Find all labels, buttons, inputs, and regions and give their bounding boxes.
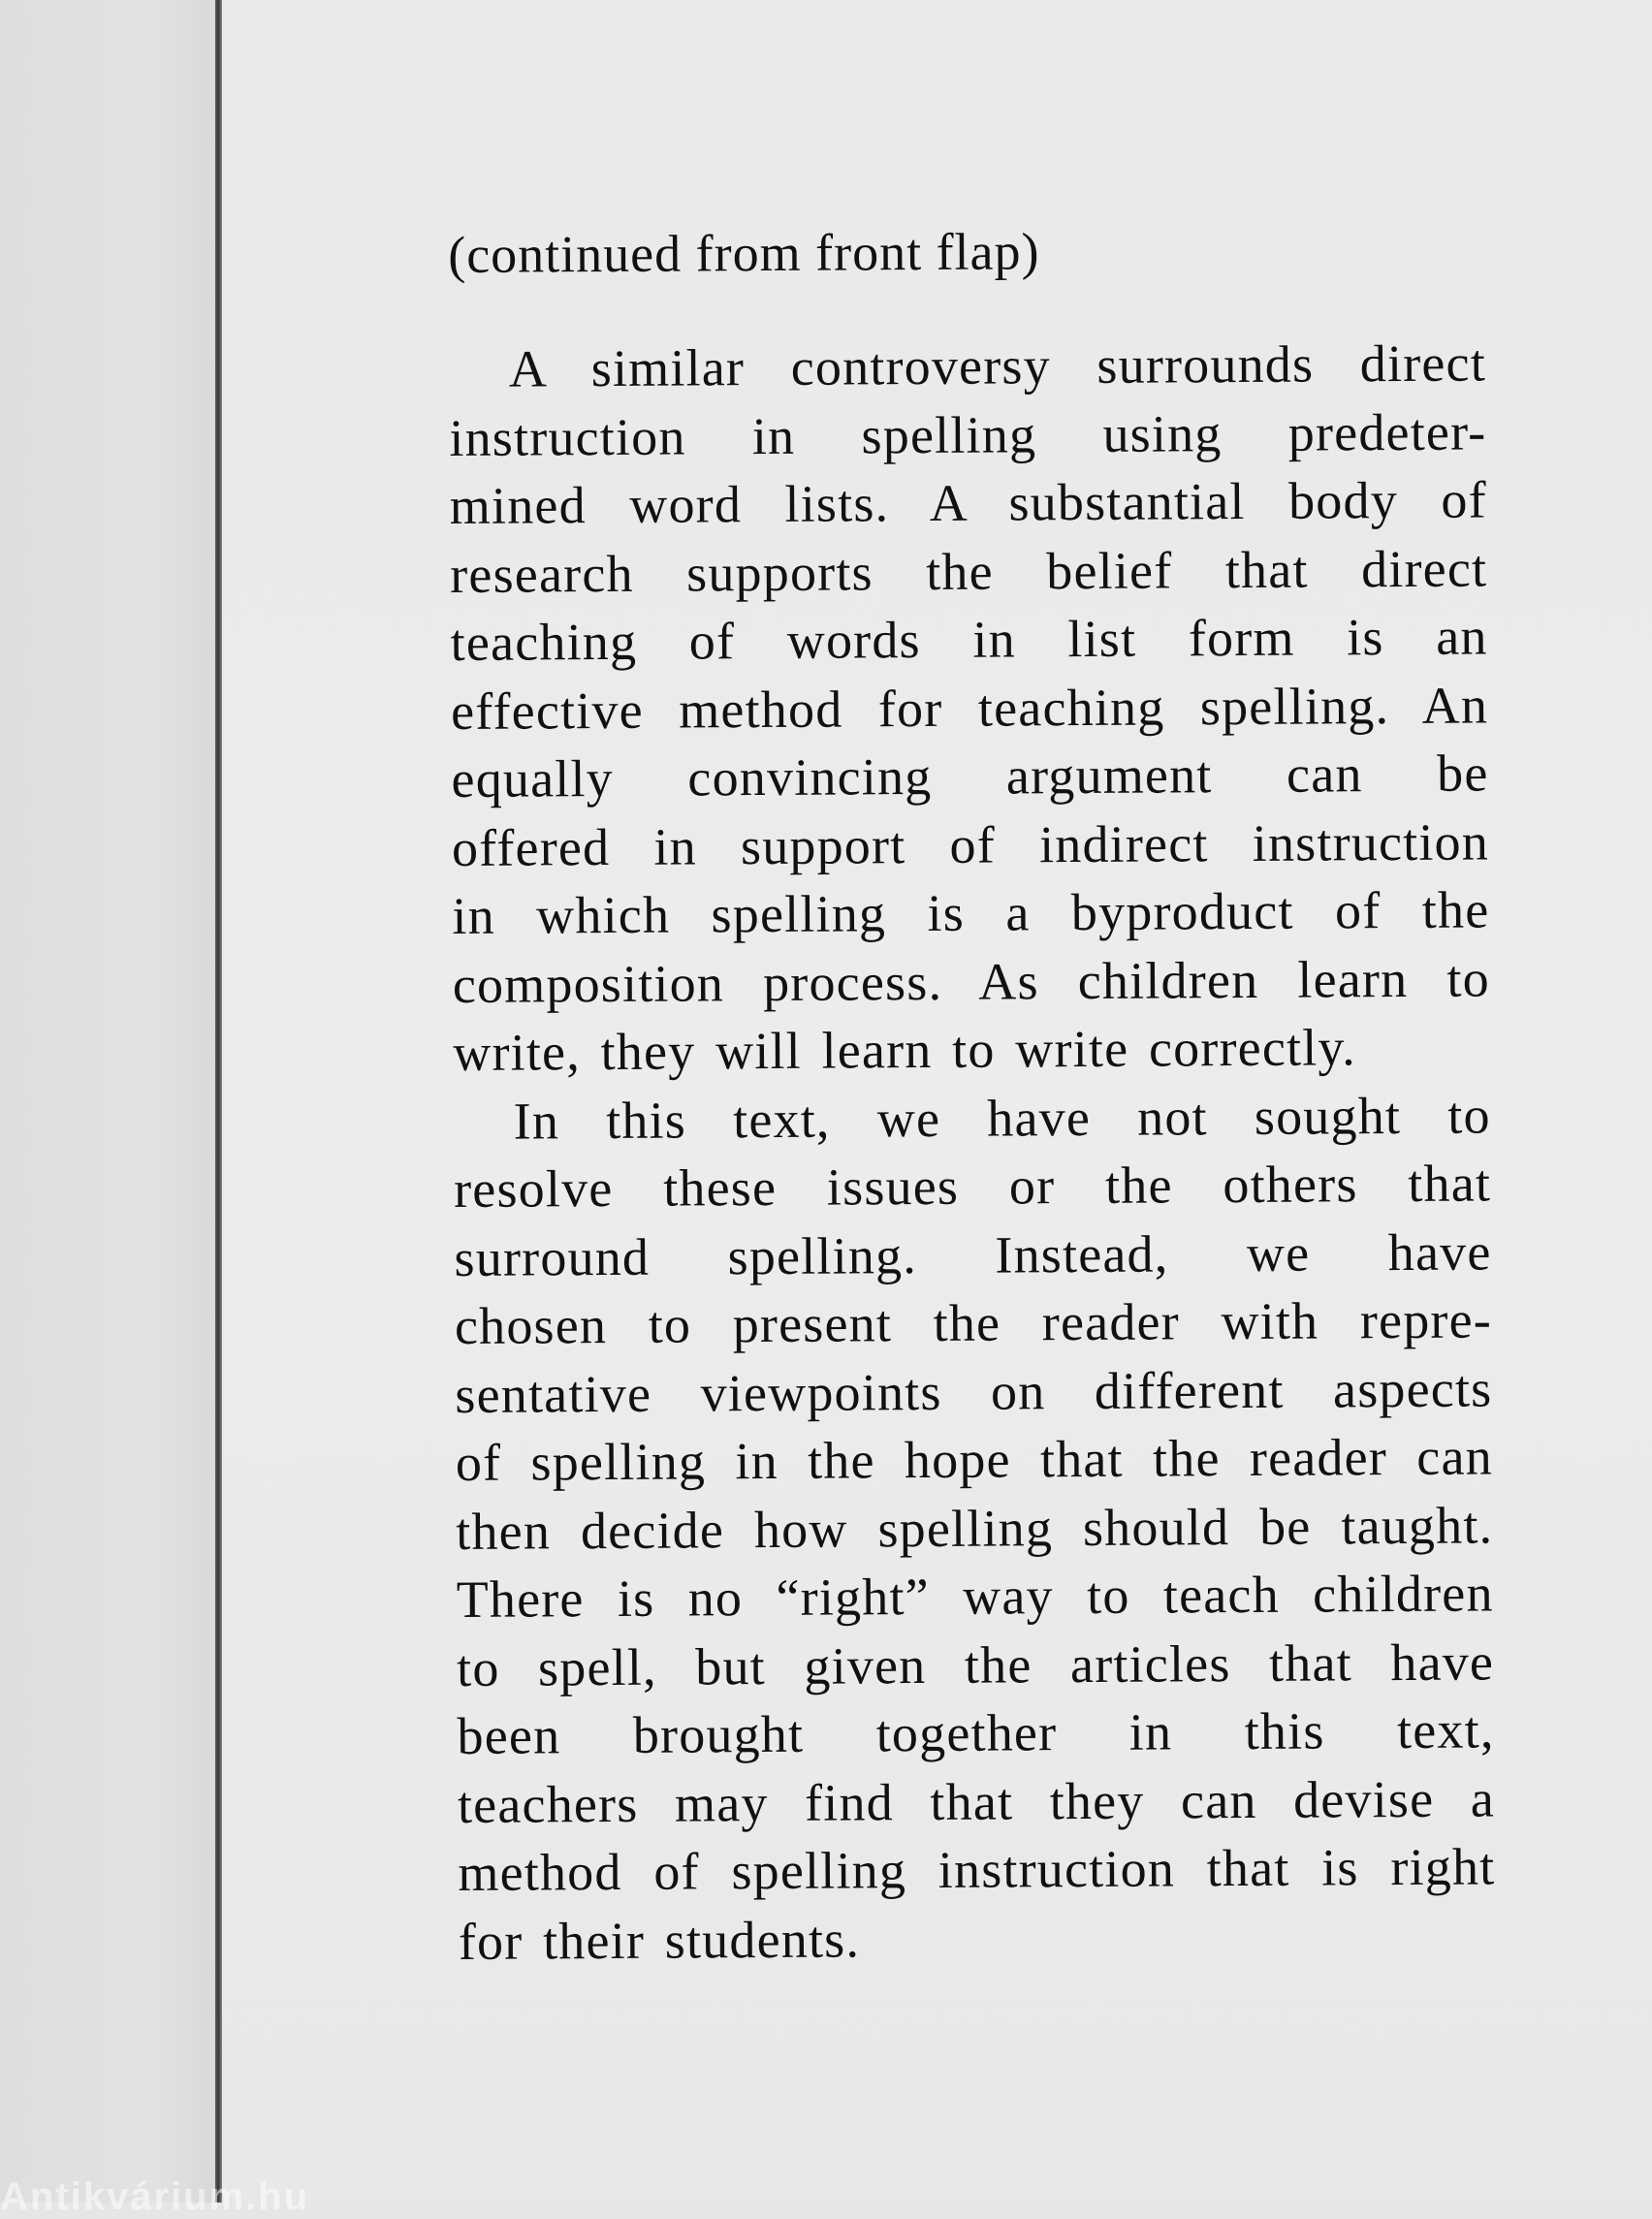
text-line: teachers may find that they can devise a [457,1768,1496,1834]
text-line: In this text, we have not sought to [513,1085,1491,1151]
text-line: research supports the belief that direct [450,538,1488,604]
text-line: method of spelling instruction that is right [458,1837,1496,1902]
text-line: offered in support of indirect instruction [451,811,1490,877]
text-line: surround spelling. Instead, we have [454,1221,1492,1287]
watermark: Antikvárium.hu [0,2175,310,2218]
paragraph-2 [453,1081,1496,1976]
text-line: resolve these issues or the others that [453,1154,1492,1219]
text-line: mined word lists. A substantial body of [449,470,1487,535]
text-line: teaching of words in list form is an [450,607,1488,672]
text-line: in which spelling is a byproduct of the [452,880,1490,945]
flap-edge-shadow [215,0,222,2203]
text-line: equally convincing argument can be [451,744,1489,808]
text-line: composition process. As children learn to [452,948,1490,1014]
text-line: instruction in spelling using predeter- [449,401,1487,467]
text-line: chosen to present the reader with repre- [454,1290,1493,1355]
text-line: of spelling in the hope that the reader can [455,1427,1494,1492]
paragraph-1 [449,329,1491,1087]
book-cover-edge [0,0,217,2203]
text-line: write, they will learn to write correctly. [453,1018,1357,1082]
text-line: been brought together in this text, [457,1700,1495,1765]
text-line: sentative viewpoints on different aspects [455,1358,1493,1424]
continued-heading: (continued from front flap) [448,222,1040,284]
text-line: There is no “right” way to teach children [456,1564,1494,1629]
text-line: effective method for teaching spelling. An [450,675,1489,741]
text-line: to spell, but given the articles that have [456,1632,1495,1697]
text-line: A similar controversy surrounds direct [508,333,1487,398]
text-line: then decide how spelling should be taught. [456,1495,1494,1561]
flap-text [448,211,1496,1976]
text-line: for their students. [458,1909,861,1971]
